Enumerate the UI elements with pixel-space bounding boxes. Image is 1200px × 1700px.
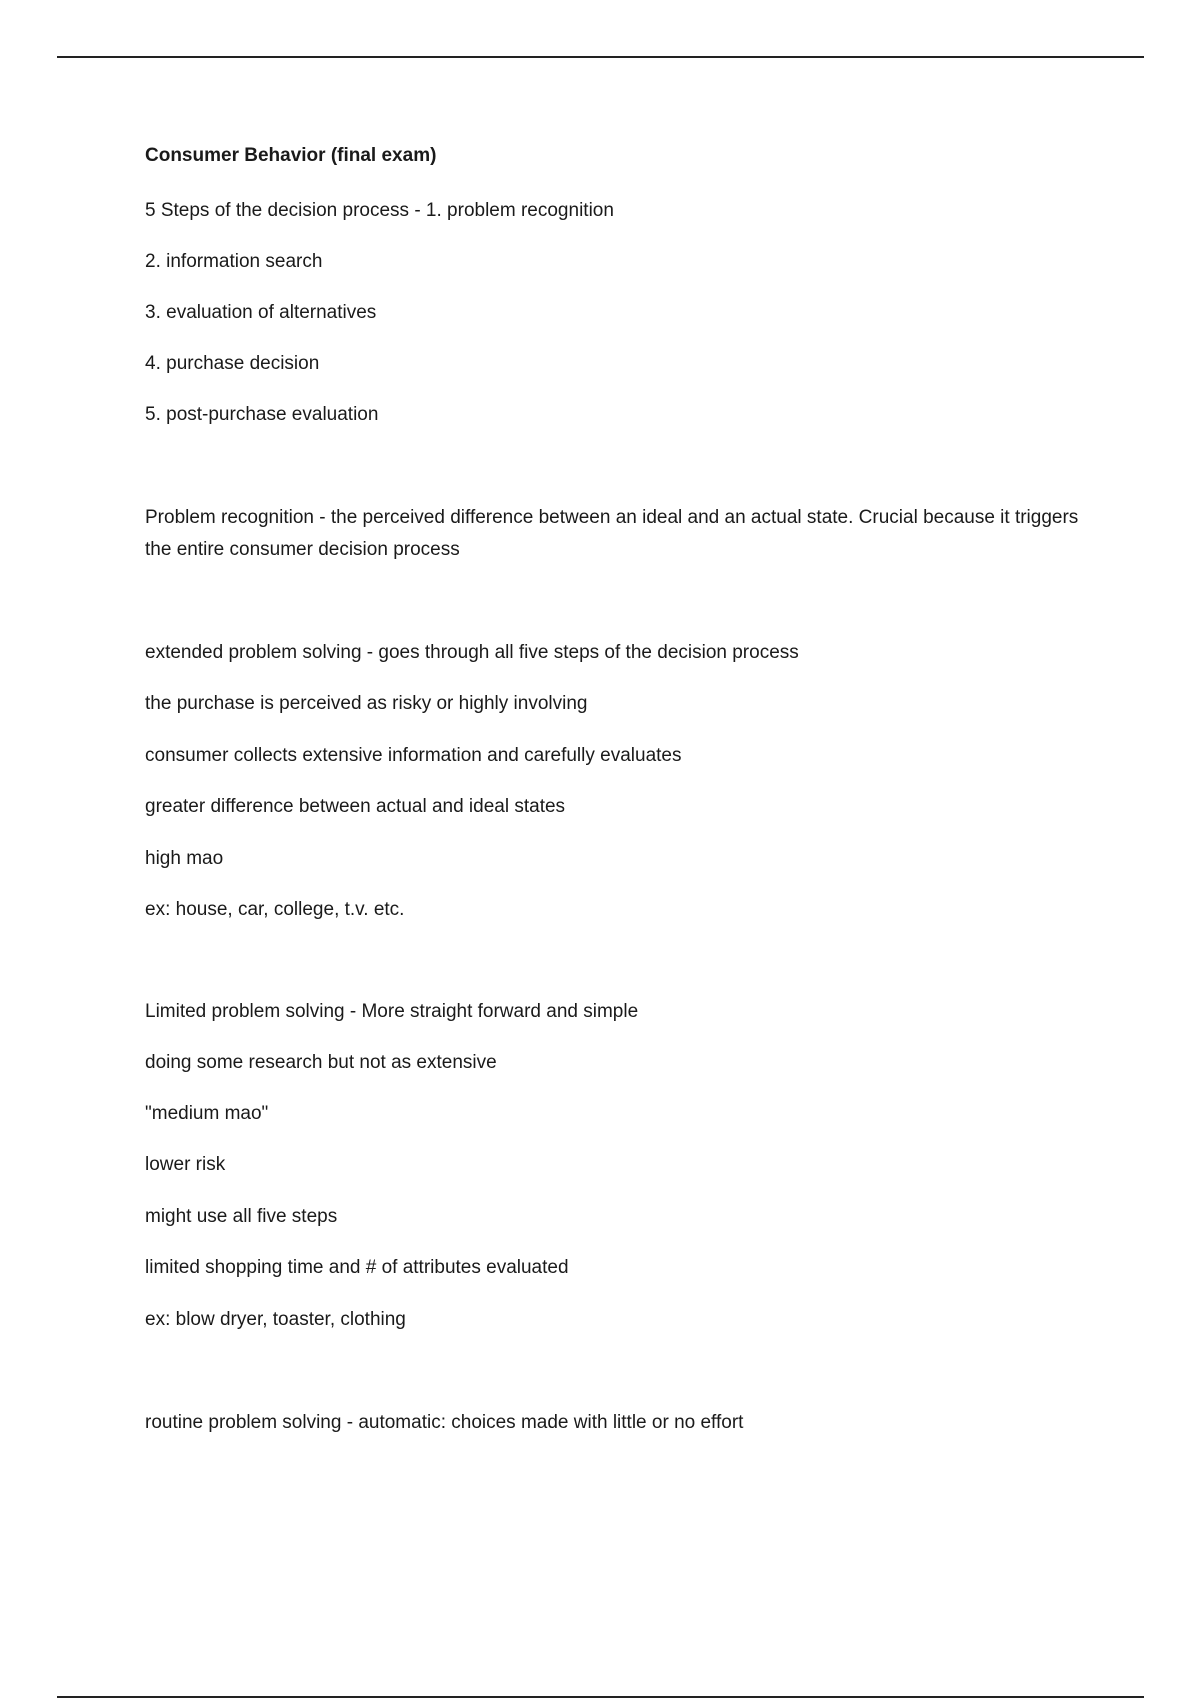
bottom-rule — [57, 1696, 1144, 1698]
limited-line: Limited problem solving - More straight forward and simple — [145, 1001, 639, 1022]
step-line: 5 Steps of the decision process - 1. problem recognition — [145, 200, 614, 221]
limited-line: lower risk — [145, 1154, 226, 1175]
extended-line: greater difference between actual and ideal states — [145, 796, 566, 817]
step-line: 5. post-purchase evaluation — [145, 404, 379, 425]
extended-line: the purchase is perceived as risky or highly involving — [145, 693, 588, 714]
limited-line: might use all five steps — [145, 1206, 338, 1227]
extended-line: ex: house, car, college, t.v. etc. — [145, 899, 405, 920]
extended-line: high mao — [145, 848, 224, 869]
limited-line: ex: blow dryer, toaster, clothing — [145, 1309, 406, 1330]
routine-line: routine problem solving - automatic: choices made with little or no effort — [145, 1412, 744, 1433]
extended-line: extended problem solving - goes through all five steps of the decision process — [145, 642, 799, 663]
problem-recognition-definition: Problem recognition - the perceived difference between an ideal and an actual state. Crucial because it triggers the entire consumer decision process — [145, 507, 1079, 560]
step-line: 2. information search — [145, 251, 323, 272]
top-rule — [57, 56, 1144, 58]
extended-line: consumer collects extensive information and carefully evaluates — [145, 745, 682, 766]
limited-line: "medium mao" — [145, 1103, 269, 1124]
limited-line: limited shopping time and # of attributes evaluated — [145, 1257, 569, 1278]
step-line: 3. evaluation of alternatives — [145, 302, 377, 323]
limited-line: doing some research but not as extensive — [145, 1052, 497, 1073]
document-title: Consumer Behavior (final exam) — [145, 145, 437, 166]
step-line: 4. purchase decision — [145, 353, 320, 374]
